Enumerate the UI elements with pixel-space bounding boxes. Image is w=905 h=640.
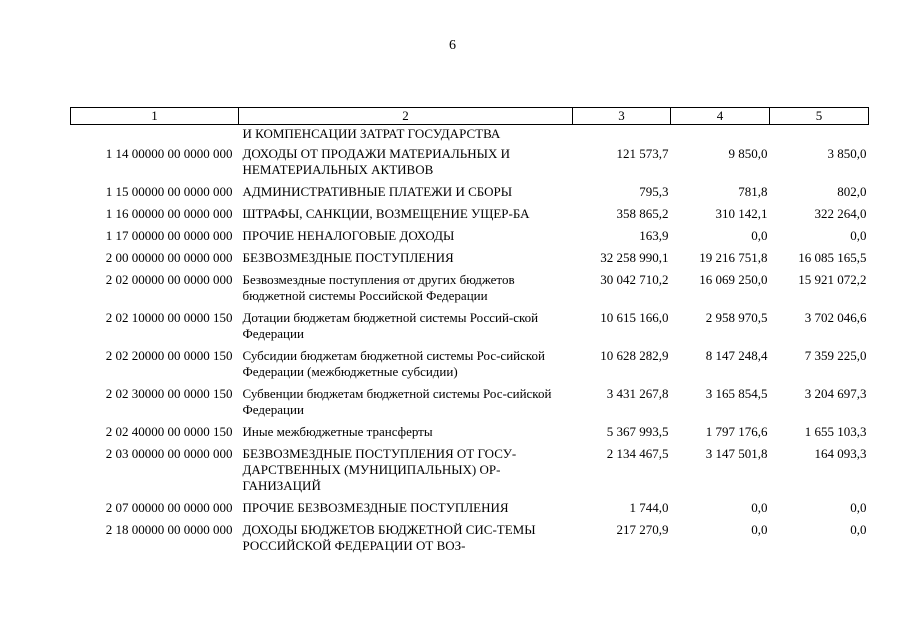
row-code: 2 02 40000 00 0000 150 <box>105 424 233 439</box>
table-header <box>71 108 869 125</box>
row-value-col3: 5 367 993,5 <box>606 424 669 439</box>
row-value-col4: 0,0 <box>751 228 768 243</box>
row-value-col4: 0,0 <box>751 500 768 515</box>
table-row <box>71 443 869 497</box>
row-value-col3: 358 865,2 <box>616 206 669 221</box>
row-value-col5: 802,0 <box>837 184 867 199</box>
header-col-4: 4 <box>671 108 770 125</box>
row-value-col5: 16 085 165,5 <box>798 250 867 265</box>
row-value-col4: 781,8 <box>738 184 768 199</box>
row-value-col3: 121 573,7 <box>616 146 669 161</box>
row-value-col4: 3 165 854,5 <box>705 386 768 401</box>
row-code: 2 18 00000 00 0000 000 <box>105 522 233 537</box>
row-code: 1 17 00000 00 0000 000 <box>105 228 233 243</box>
table-row <box>71 421 869 443</box>
row-value-col4: 19 216 751,8 <box>699 250 768 265</box>
row-name: ДОХОДЫ БЮДЖЕТОВ БЮДЖЕТНОЙ СИС-ТЕМЫ РОССИЙСКОЙ ФЕДЕРАЦИИ ОТ ВОЗ- <box>242 522 536 553</box>
table-row <box>71 307 869 345</box>
header-col-2: 2 <box>239 108 573 125</box>
table-body <box>71 125 869 558</box>
row-name: ПРОЧИЕ БЕЗВОЗМЕЗДНЫЕ ПОСТУПЛЕНИЯ <box>242 500 509 515</box>
row-name: Иные межбюджетные трансферты <box>242 424 433 439</box>
row-value-col5: 3 850,0 <box>827 146 867 161</box>
row-value-col3: 30 042 710,2 <box>600 272 669 287</box>
row-code <box>71 125 239 144</box>
row-value-col5 <box>770 125 869 144</box>
row-value-col3 <box>573 125 671 144</box>
row-name: Субвенции бюджетам бюджетной системы Рос-сийской Федерации <box>242 386 552 417</box>
table-row <box>71 125 869 144</box>
row-code: 2 07 00000 00 0000 000 <box>105 500 233 515</box>
row-value-col5: 164 093,3 <box>814 446 867 461</box>
header-row <box>71 108 869 125</box>
row-code: 2 02 10000 00 0000 150 <box>105 310 233 325</box>
row-value-col3: 217 270,9 <box>616 522 669 537</box>
table-row <box>71 143 869 181</box>
table-row <box>71 269 869 307</box>
row-code: 2 02 00000 00 0000 000 <box>105 272 233 287</box>
row-code: 1 16 00000 00 0000 000 <box>105 206 233 221</box>
table-row <box>71 519 869 557</box>
row-value-col5: 7 359 225,0 <box>804 348 867 363</box>
row-name: Дотации бюджетам бюджетной системы Россий-ской Федерации <box>242 310 539 341</box>
row-value-col3: 10 615 166,0 <box>600 310 669 325</box>
row-name: АДМИНИСТРАТИВНЫЕ ПЛАТЕЖИ И СБОРЫ <box>242 184 513 199</box>
row-value-col4: 310 142,1 <box>715 206 768 221</box>
row-value-col5: 0,0 <box>850 522 867 537</box>
row-value-col3: 795,3 <box>639 184 669 199</box>
row-value-col4: 3 147 501,8 <box>705 446 768 461</box>
header-col-1: 1 <box>71 108 239 125</box>
row-value-col5: 0,0 <box>850 500 867 515</box>
row-value-col5: 322 264,0 <box>814 206 867 221</box>
row-name: Субсидии бюджетам бюджетной системы Рос-сийской Федерации (межбюджетные субсидии) <box>242 348 546 379</box>
row-value-col4 <box>671 125 770 144</box>
row-value-col3: 3 431 267,8 <box>606 386 669 401</box>
row-value-col4: 1 797 176,6 <box>705 424 768 439</box>
row-value-col4: 8 147 248,4 <box>705 348 768 363</box>
row-code: 1 15 00000 00 0000 000 <box>105 184 233 199</box>
row-name: Безвозмездные поступления от других бюджетов бюджетной системы Российской Федерации <box>242 272 515 303</box>
row-value-col5: 3 204 697,3 <box>804 386 867 401</box>
header-col-5: 5 <box>770 108 869 125</box>
page-number: 6 <box>449 38 456 53</box>
row-code: 1 14 00000 00 0000 000 <box>105 146 233 161</box>
header-col-3: 3 <box>573 108 671 125</box>
row-value-col5: 1 655 103,3 <box>804 424 867 439</box>
row-value-col5: 0,0 <box>850 228 867 243</box>
row-value-col3: 10 628 282,9 <box>600 348 669 363</box>
table-row <box>71 225 869 247</box>
row-name: И КОМПЕНСАЦИИ ЗАТРАТ ГОСУДАРСТВА <box>242 126 501 141</box>
table-row <box>71 345 869 383</box>
row-value-col4: 2 958 970,5 <box>705 310 768 325</box>
row-value-col4: 9 850,0 <box>728 146 768 161</box>
table-row <box>71 383 869 421</box>
row-code: 2 02 30000 00 0000 150 <box>105 386 233 401</box>
table-row <box>71 497 869 519</box>
row-code: 2 03 00000 00 0000 000 <box>105 446 233 461</box>
table-row <box>71 247 869 269</box>
row-value-col4: 0,0 <box>751 522 768 537</box>
row-value-col5: 15 921 072,2 <box>798 272 867 287</box>
table-row <box>71 181 869 203</box>
row-value-col3: 1 744,0 <box>629 500 669 515</box>
row-value-col5: 3 702 046,6 <box>804 310 867 325</box>
budget-table <box>70 107 869 557</box>
row-value-col3: 32 258 990,1 <box>600 250 669 265</box>
row-name: ПРОЧИЕ НЕНАЛОГОВЫЕ ДОХОДЫ <box>242 228 455 243</box>
row-value-col4: 16 069 250,0 <box>699 272 768 287</box>
row-name: БЕЗВОЗМЕЗДНЫЕ ПОСТУПЛЕНИЯ ОТ ГОСУ-ДАРСТВЕННЫХ (МУНИЦИПАЛЬНЫХ) ОР-ГАНИЗАЦИЙ <box>242 446 517 493</box>
row-value-col3: 163,9 <box>639 228 669 243</box>
row-value-col3: 2 134 467,5 <box>606 446 669 461</box>
row-name: ШТРАФЫ, САНКЦИИ, ВОЗМЕЩЕНИЕ УЩЕР-БА <box>242 206 530 221</box>
row-code: 2 02 20000 00 0000 150 <box>105 348 233 363</box>
table-row <box>71 203 869 225</box>
row-name: БЕЗВОЗМЕЗДНЫЕ ПОСТУПЛЕНИЯ <box>242 250 454 265</box>
row-name: ДОХОДЫ ОТ ПРОДАЖИ МАТЕРИАЛЬНЫХ И НЕМАТЕРИАЛЬНЫХ АКТИВОВ <box>242 146 511 177</box>
row-code: 2 00 00000 00 0000 000 <box>105 250 233 265</box>
